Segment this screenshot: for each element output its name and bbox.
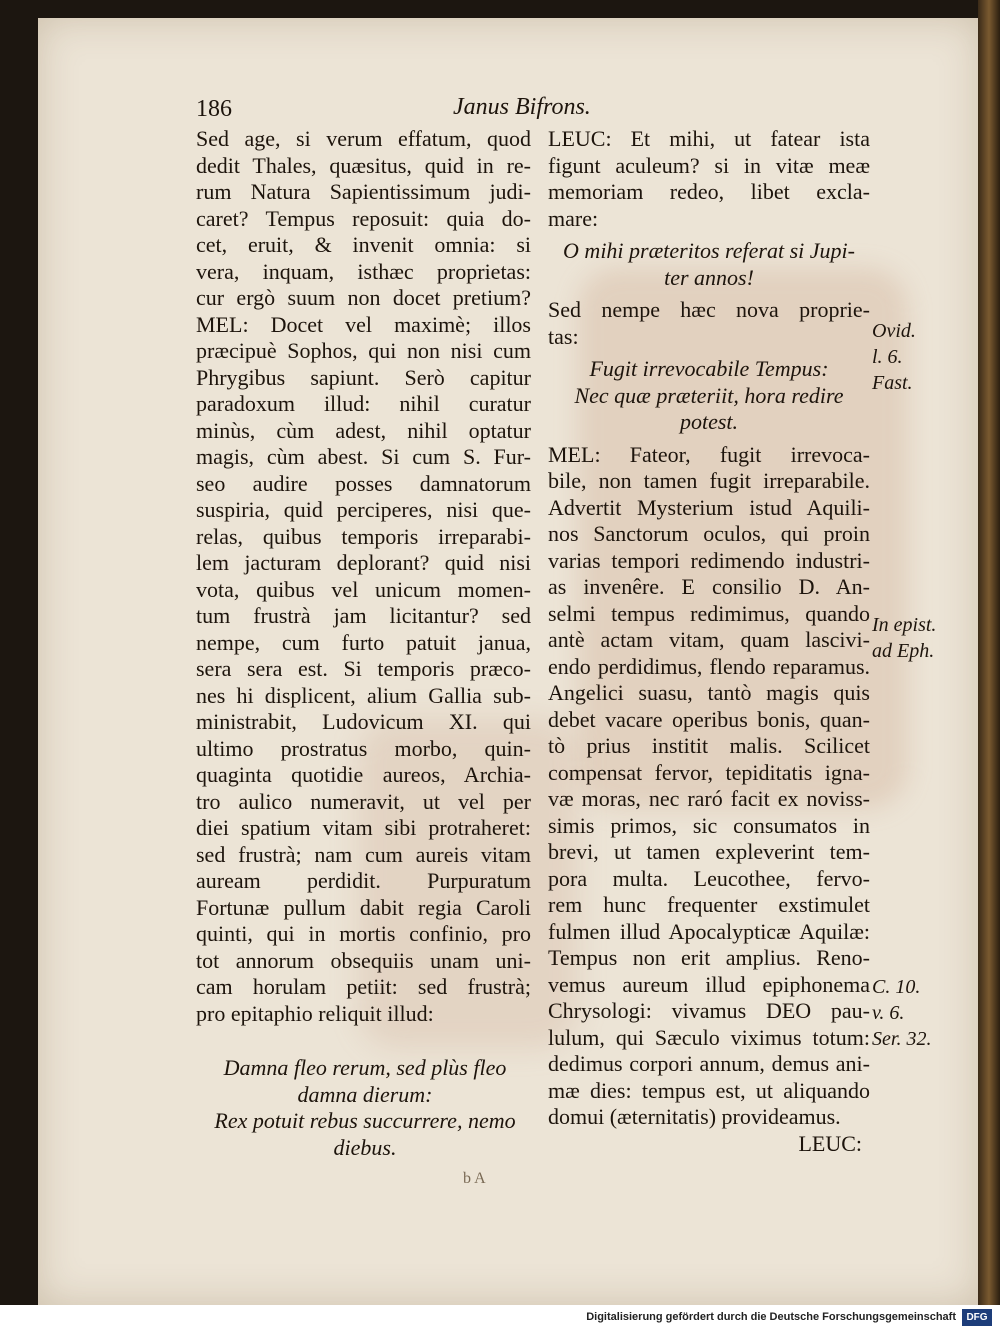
verse-line: diebus.: [333, 1134, 397, 1160]
text-line: suspiria, quid perciperes, nisi que-: [196, 497, 531, 522]
text-line: sed frustrà; nam cum aureis vitam: [196, 841, 531, 867]
text-line: dedit Thales, quæsitus, quid in re-: [196, 152, 531, 178]
text-line: seo audire posses damnatorum: [196, 470, 531, 496]
text-line: brevi, ut tamen expleverint tem-: [548, 839, 870, 864]
text-line: sera sera est. Si temporis præco-: [196, 656, 531, 681]
text-line: mæ dies: tempus est, ut aliquando: [548, 1077, 870, 1103]
text-line: cur ergò suum non docet pretium?: [196, 285, 531, 310]
left-column: [196, 126, 531, 1161]
text-line: nes hi displicent, alium Gallia sub-: [196, 682, 531, 708]
verse-line: Rex potuit rebus succurrere, nemo: [214, 1108, 516, 1133]
text-line: simis primos, sic consumatos in: [548, 812, 870, 838]
left-column-text: [196, 126, 531, 1027]
text-line: magis, cùm abest. Si cum S. Fur-: [196, 444, 531, 469]
text-line: væ moras, nec raró facit ex noviss-: [548, 786, 870, 811]
verse-line: O mihi præteritos referat si Jupi-: [563, 238, 855, 263]
verse-line: Nec quæ præteriit, hora redire: [574, 382, 844, 408]
text-line: cam horulam petiit: sed frustrà;: [196, 974, 531, 999]
footer-bar: [0, 1305, 1000, 1331]
text-line: Fortunæ pullum dabit regia Caroli: [196, 894, 531, 920]
catchword: LEUC:: [798, 1130, 862, 1156]
text-line: tò prius institit malis. Scilicet: [548, 733, 870, 758]
text-line: lem jacturam deplorant? quid nisi: [196, 550, 531, 575]
text-line: tot annorum obsequiis unam uni-: [196, 947, 531, 973]
margin-note-ovid: Ovid. l. 6. Fast.: [872, 320, 916, 394]
text-line: vota, quibus vel unicum momen-: [196, 576, 531, 602]
running-title: Janus Bifrons.: [453, 94, 591, 120]
text-line: relas, quibus temporis irreparabi-: [196, 523, 531, 549]
text-line: LEUC: Et mihi, ut fatear ista: [548, 126, 870, 151]
text-line: nempe, cum furto patuit janua,: [196, 629, 531, 655]
text-line: MEL: Fateor, fugit irrevoca-: [548, 441, 870, 467]
text-line: compensat fervor, tepiditatis igna-: [548, 759, 870, 785]
margin-note-anselm: In epist. ad Eph.: [872, 614, 937, 662]
text-line: mare:: [548, 205, 599, 231]
text-line: tro aulico numeravit, ut vel per: [196, 788, 531, 814]
text-line: bile, non tamen fugit irreparabile.: [548, 468, 870, 493]
text-line: selmi tempus redimimus, quando: [548, 600, 870, 626]
text-line: nos Sanctorum oculos, qui proin: [548, 521, 870, 546]
text-line: rem hunc frequenter exstimulet: [548, 892, 870, 917]
verse-line: damna dierum:: [297, 1081, 433, 1107]
text-line: tum frustrà jam licitantur? sed: [196, 603, 531, 628]
text-line: præcipuè Sophos, qui non nisi cum: [196, 338, 531, 363]
text-line: vera, inquam, isthæc proprietas:: [196, 258, 531, 284]
text-line: pro epitaphio reliquit illud:: [196, 1000, 434, 1026]
text-line: minùs, cùm adest, nihil optatur: [196, 417, 531, 443]
text-line: diei spatium vitam sibi protraheret:: [196, 815, 531, 840]
text-line: debet vacare operibus bonis, quan-: [548, 706, 870, 732]
text-line: dedimus corpori annum, demus ani-: [548, 1051, 870, 1076]
text-line: ultimo prostratus morbo, quin-: [196, 735, 531, 761]
text-line: memoriam redeo, libet excla-: [548, 179, 870, 204]
text-line: rum Natura Sapientissimum judi-: [196, 179, 531, 204]
page-number: 186: [196, 96, 232, 122]
text-line: Sed age, si verum effatum, quod: [196, 126, 531, 151]
text-line: auream perdidit. Purpuratum: [196, 868, 531, 893]
right-column-text-a: [548, 126, 870, 232]
text-line: as invenêre. E consilio D. An-: [548, 574, 870, 599]
text-line: pora multa. Leucothee, fervo-: [548, 865, 870, 891]
text-line: antè actam vitam, quam lascivi-: [548, 627, 870, 652]
signature-mark: b A: [463, 1170, 486, 1187]
text-line: fulmen illud Apocalypticæ Aquilæ:: [548, 918, 870, 944]
text-line: vemus aureum illud epiphonema: [548, 971, 870, 997]
text-line: ministrabit, Ludovicum XI. qui: [196, 709, 531, 734]
verse-line: ter annos!: [664, 264, 754, 290]
right-column: [548, 126, 870, 1157]
book-edge: [978, 0, 1000, 1305]
text-line: paradoxum illud: nihil curatur: [196, 391, 531, 416]
text-line: quaginta quotidie aureos, Archia-: [196, 762, 531, 787]
right-verse-1: [548, 238, 870, 291]
text-line: lulum, qui Sæculo viximus totum:: [548, 1024, 870, 1050]
right-column-text-c: [548, 442, 870, 1131]
margin-note-apoc: C. 10. v. 6. Ser. 32.: [872, 976, 932, 1050]
text-line: varias tempori redimendo industri-: [548, 547, 870, 573]
right-verse-2: [548, 356, 870, 436]
text-line: Phrygibus sapiunt. Serò capitur: [196, 364, 531, 390]
text-line: Advertit Mysterium istud Aquili-: [548, 494, 870, 520]
verse-line: Fugit irrevocabile Tempus:: [589, 356, 829, 381]
text-line: endo perdidimus, flendo reparamus.: [548, 653, 870, 679]
left-verse: [196, 1055, 530, 1161]
text-line: Sed nempe hæc nova proprie-: [548, 297, 870, 322]
verse-line: Damna fleo rerum, sed plùs fleo: [223, 1055, 507, 1080]
dfg-logo-icon: DFG: [962, 1309, 992, 1326]
verse-line: potest.: [679, 409, 739, 434]
text-line: cet, eruit, & invenit omnia: si: [196, 232, 531, 257]
text-line: figunt aculeum? si in vitæ meæ: [548, 152, 870, 178]
footer-credit: Digitalisierung gefördert durch die Deutsche Forschungsgemeinschaft: [586, 1311, 956, 1323]
text-line: Tempus non erit amplius. Reno-: [548, 945, 870, 970]
text-line: tas:: [548, 323, 579, 349]
right-column-text-b: [548, 297, 870, 350]
text-line: caret? Tempus reposuit: quia do-: [196, 205, 531, 231]
text-line: Angelici suasu, tantò magis quis: [548, 680, 870, 705]
text-line: Chrysologi: vivamus DEO pau-: [548, 998, 870, 1023]
text-line: domui (æternitatis) provideamus.: [548, 1104, 841, 1129]
text-line: quinti, qui in mortis confinio, pro: [196, 921, 531, 946]
text-line: MEL: Docet vel maximè; illos: [196, 311, 531, 337]
